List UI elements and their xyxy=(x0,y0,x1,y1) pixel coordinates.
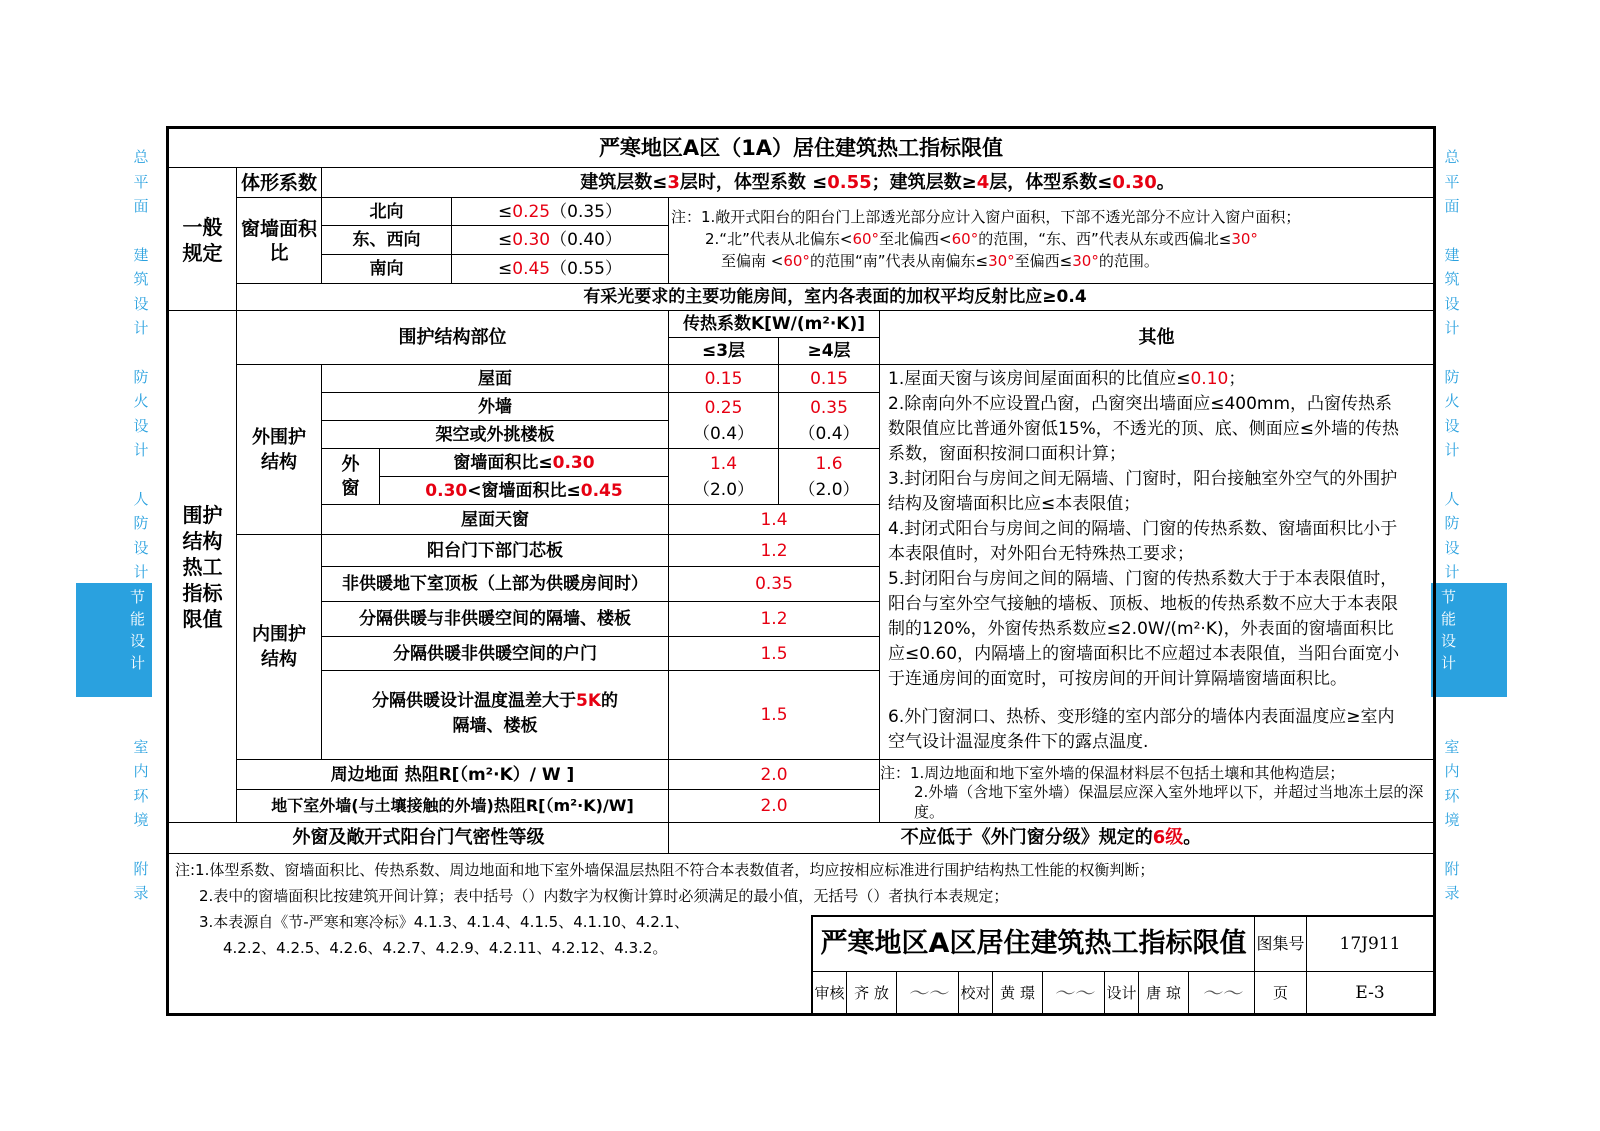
side-nav-char-right[interactable]: 人 xyxy=(1444,489,1460,508)
side-nav-char-right[interactable]: 环 xyxy=(1444,786,1460,805)
atlas-number: 17J911 xyxy=(1307,917,1433,972)
window-row-2: 0.30 <窗墙面积比≤ 0.45 xyxy=(380,477,669,505)
side-nav-char-right[interactable]: 建 xyxy=(1444,245,1460,264)
side-nav-char-left[interactable]: 附 xyxy=(133,859,149,878)
side-nav-char-right[interactable]: 总 xyxy=(1444,148,1460,166)
perimeter-r: 2.0 xyxy=(669,760,880,790)
partition-label: 分隔供暖与非供暖空间的隔墙、楼板 xyxy=(322,602,669,637)
review-label: 审核 xyxy=(813,972,847,1013)
household-door-label: 分隔供暖非供暖空间的户门 xyxy=(322,637,669,671)
side-nav-char-left[interactable]: 计 xyxy=(133,563,149,581)
footnote-3: 3.本表源自《节-严寒和寒冷标》4.1.3、4.1.4、4.1.5、4.1.10、4.2.1、 xyxy=(199,913,690,931)
side-nav-char-left[interactable]: 境 xyxy=(133,811,149,829)
side-nav-char-right[interactable]: 设 xyxy=(1444,294,1460,313)
reflectance-rule: 有采光要求的主要功能房间，室内各表面的加权平均反射比应≥0.4 xyxy=(237,284,1433,311)
side-nav-char-left[interactable]: 面 xyxy=(133,197,149,215)
temp-diff-label: 分隔供暖设计温度温差大于5K的 隔墙、楼板 xyxy=(322,671,669,760)
side-nav-active-char: 设 xyxy=(1441,632,1457,650)
other-notes: 1.屋面天窗与该房间屋面面积的比值应≤0.10； 2.除南向外不应设置凸窗，凸窗突出墙面应≤400mm，凸窗传热系数限值应比普通外窗低15%，不透光的顶、底、侧面应≤外墙的传热系数，窗面积按洞口面积计算； 3.封闭阳台与房间之间无隔墙、门窗时，阳台接触室外空气的外围护结构及窗墙面积比应≤本表限值； 4.封闭式阳台与房间之间的隔墙、门窗的传热系数、窗墙面积比小于本表限值时，对外阳台无特殊热工要求； 5.封闭阳台与房间之间的隔墙、门窗的传热系数大于于本表限值时，阳台与室外空气接触的墙板、顶板、地板的传热系数不应大于本表限制的120%，外窗传热系数应≤2.0W/(m²·K)，外表面的窗墙面积比应≤0.60，内隔墙上的窗墙面积比不应超过本表限值，当阳台面宽小于连通房间的面宽时，可按房间的开间计算隔墙窗墙面积比。 6.外门窗洞口、热桥、变形缝的室内部分的墙体内表面温度应≥室内空气设计温湿度条件下的露点温度. xyxy=(880,365,1433,760)
side-nav-char-right[interactable]: 设 xyxy=(1444,538,1460,557)
side-nav-char-right[interactable]: 面 xyxy=(1444,197,1460,215)
window-row-1: 窗墙面积比≤ 0.30 xyxy=(380,449,669,477)
roof-k-ge4: 0.15 xyxy=(779,365,880,393)
side-nav-char-left[interactable]: 设 xyxy=(133,294,149,313)
shape-coefficient-rule: 建筑层数≤ 3 层时，体型系数 ≤ 0.55 ；建筑层数≥ 4 层，体型系数≤ 0.30 。 xyxy=(322,168,1433,198)
partition-k: 1.2 xyxy=(669,602,880,637)
wwr-dir-south: 南向 xyxy=(322,255,452,284)
check-signature: 〜〜 xyxy=(1043,972,1105,1013)
review-signature: 〜〜 xyxy=(897,972,959,1013)
side-nav-char-right[interactable]: 计 xyxy=(1444,319,1460,337)
other-header: 其他 xyxy=(880,311,1433,365)
side-nav-char-right[interactable]: 防 xyxy=(1444,367,1460,386)
wwr-value-east-west: ≤ 0.30 （0.40） xyxy=(452,226,669,255)
basement-roof-k: 0.35 xyxy=(669,567,880,602)
side-nav-char-right[interactable]: 附 xyxy=(1444,859,1460,878)
inner-envelope-label: 内围护结构 xyxy=(237,535,322,760)
basement-roof-label: 非供暖地下室顶板（上部为供暖房间时） xyxy=(322,567,669,602)
temp-diff-k: 1.5 xyxy=(669,671,880,760)
side-nav-char-left[interactable]: 总 xyxy=(133,148,149,166)
side-nav-char-left[interactable]: 计 xyxy=(133,441,149,459)
balcony-door-label: 阳台门下部门芯板 xyxy=(322,535,669,567)
wall-k-le3: 0.25 （0.4） xyxy=(669,393,779,449)
wwr-value-north: ≤ 0.25 （0.35） xyxy=(452,198,669,226)
side-nav-active-char: 能 xyxy=(1441,610,1457,628)
household-door-k: 1.5 xyxy=(669,637,880,671)
side-nav-char-right[interactable]: 境 xyxy=(1444,811,1460,829)
wwr-value-south: ≤ 0.45 （0.55） xyxy=(452,255,669,284)
side-nav-char-right[interactable]: 录 xyxy=(1444,884,1460,902)
wwr-notes: 注：1.敞开式阳台的阳台门上部透光部分应计入窗户面积，下部不透光部分不应计入窗户面积； 2.“北”代表从北偏东<60°至北偏西<60°的范围，“东、西”代表从东或西偏北≤30° 至偏南 <60°的范围“南”代表从南偏东≤30°至偏西≤30°的范围。 xyxy=(669,198,1433,284)
side-nav-char-right[interactable]: 计 xyxy=(1444,441,1460,459)
side-nav-char-left[interactable]: 建 xyxy=(133,245,149,264)
le3-header: ≤3层 xyxy=(669,338,779,365)
design-label: 设计 xyxy=(1105,972,1139,1013)
shape-coefficient-label: 体形系数 xyxy=(237,168,322,198)
wwr-label: 窗墙面积比 xyxy=(237,198,322,284)
title-block xyxy=(811,915,1433,1013)
roof-label: 屋面 xyxy=(322,365,669,393)
wall-k-ge4: 0.35 （0.4） xyxy=(779,393,880,449)
table-title: 严寒地区A区（1A）居住建筑热工指标限值 xyxy=(169,129,1433,168)
footnote-4: 4.2.2、4.2.5、4.2.6、4.2.7、4.2.9、4.2.11、4.2.12、4.3.2。 xyxy=(223,939,668,957)
side-nav-char-left[interactable]: 设 xyxy=(133,416,149,435)
side-nav-char-right[interactable]: 计 xyxy=(1444,563,1460,581)
wwr-dir-north: 北向 xyxy=(322,198,452,226)
side-nav-active-right[interactable] xyxy=(1431,583,1507,697)
side-nav-right xyxy=(1441,145,1463,930)
footnote-2: 2.表中的窗墙面积比按建筑开间计算；表中括号（）内数字为权衡计算时必须满足的最小值，无括号（）者执行本表规定； xyxy=(199,887,1009,905)
check-label: 校对 xyxy=(959,972,993,1013)
review-name: 齐 放 xyxy=(847,972,897,1013)
side-nav-char-right[interactable]: 室 xyxy=(1444,737,1460,756)
side-nav-char-left[interactable]: 室 xyxy=(133,737,149,756)
general-label: 一般规定 xyxy=(169,168,237,311)
side-nav-char-left[interactable]: 防 xyxy=(133,367,149,386)
balcony-door-k: 1.2 xyxy=(669,535,880,567)
side-nav-char-right[interactable]: 防 xyxy=(1444,514,1460,532)
side-nav-char-left[interactable]: 计 xyxy=(133,319,149,337)
outer-envelope-label: 外围护结构 xyxy=(237,365,322,535)
side-nav-char-left[interactable]: 火 xyxy=(133,392,149,410)
page-number: E-3 xyxy=(1355,982,1385,1003)
side-nav-char-right[interactable]: 内 xyxy=(1444,762,1460,780)
basement-wall-label: 地下室外墙(与土壤接触的外墙)热阻R[（m²·K)/W] xyxy=(237,790,669,823)
side-nav-char-right[interactable]: 平 xyxy=(1444,172,1460,191)
skylight-k: 1.4 xyxy=(669,505,880,535)
side-nav-char-left[interactable]: 环 xyxy=(133,786,149,805)
side-nav-active-left[interactable]: 节 能 设 计 xyxy=(76,583,152,697)
title-block-title: 严寒地区A区居住建筑热工指标限值 xyxy=(813,917,1255,972)
side-nav-char-left[interactable]: 设 xyxy=(133,538,149,557)
side-nav-left xyxy=(130,145,152,930)
side-nav-char-right[interactable]: 设 xyxy=(1444,416,1460,435)
ge4-header: ≥4层 xyxy=(779,338,880,365)
footnote-1: 注:1.体型系数、窗墙面积比、传热系数、周边地面和地下室外墙保温层热阻不符合本表数值者，均应按相应标准进行围护结构热工性能的权衡判断； xyxy=(175,861,1155,879)
side-nav-char-left[interactable]: 防 xyxy=(133,514,149,532)
envelope-label: 围护结构热工指标限值 xyxy=(169,311,237,823)
basement-wall-r: 2.0 xyxy=(669,790,880,823)
window-k-le3: 1.4 （2.0） xyxy=(669,449,779,505)
roof-k-le3: 0.15 xyxy=(669,365,779,393)
side-nav-active-char: 节 xyxy=(1441,588,1457,606)
design-signature: 〜〜 xyxy=(1189,972,1255,1013)
skylight-label: 屋面天窗 xyxy=(322,505,669,535)
ground-notes: 注：1.周边地面和地下室外墙的保温材料层不包括土壤和其他构造层； 2.外墙（含地下室外墙）保温层应深入室外地坪以下，并超过当地冻土层的深度。 xyxy=(880,760,1433,823)
side-nav-char-left[interactable]: 内 xyxy=(133,762,149,780)
window-k-ge4: 1.6 （2.0） xyxy=(779,449,880,505)
side-nav-active-char: 计 xyxy=(1441,654,1457,672)
side-nav-char-left[interactable]: 人 xyxy=(133,489,149,508)
page-label: 页 xyxy=(1255,972,1307,1013)
side-nav-char-right[interactable]: 筑 xyxy=(1444,270,1460,288)
side-nav-char-left[interactable]: 筑 xyxy=(133,270,149,288)
check-name: 黄 璟 xyxy=(993,972,1043,1013)
k-header: 传热系数K[W/(m²·K)] xyxy=(669,311,880,338)
perimeter-label: 周边地面 热阻R[（m²·K）/ W ] xyxy=(237,760,669,790)
wall-label: 外墙 xyxy=(322,393,669,421)
overhang-label: 架空或外挑楼板 xyxy=(322,421,669,449)
side-nav-char-right[interactable]: 火 xyxy=(1444,392,1460,410)
airtight-label: 外窗及敞开式阳台门气密性等级 xyxy=(169,823,669,854)
wwr-dir-east-west: 东、西向 xyxy=(322,226,452,255)
window-label: 外窗 xyxy=(322,449,380,505)
side-nav-char-left[interactable]: 录 xyxy=(133,884,149,902)
drawing-frame xyxy=(166,126,1436,1016)
design-name: 唐 琼 xyxy=(1139,972,1189,1013)
side-nav-char-left[interactable]: 平 xyxy=(133,172,149,191)
part-header: 围护结构部位 xyxy=(237,311,669,365)
airtight-rule: 不应低于《外门窗分级》规定的 6级 。 xyxy=(669,823,1433,854)
atlas-label: 图集号 xyxy=(1255,917,1307,972)
